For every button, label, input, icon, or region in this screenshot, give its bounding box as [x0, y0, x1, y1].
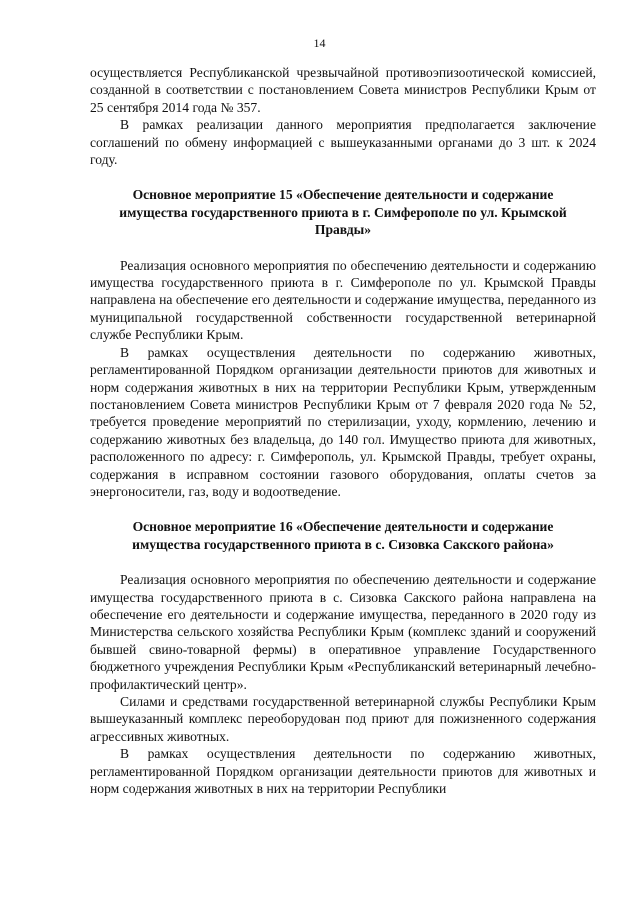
paragraph: В рамках осуществления деятельности по содержанию животных, регламентированной Порядком организации деятельности приютов для животных и норм содержания животных в них на территории Республики — [90, 746, 596, 797]
paragraph: Реализация основного мероприятия по обеспечению деятельности и содержание имущества государственного приюта в с. Сизовка Сакского района направлена на обеспечение его деятельности и содержание имущества, переданного в 2020 году из Министерства сельского хозяйства Республики Крым (комплекс зданий и сооружений бывшей свино-товарной фермы) в оперативное управление Государственного бюджетного учреждения Республики Крым «Республиканский ветеринарный лечебно-профилактический центр». — [90, 572, 596, 692]
paragraph: Реализация основного мероприятия по обеспечению деятельности и содержанию имущества государственного приюта в г. Симферополе по ул. Крымской Правды направлена на обеспечение его деятельности и содержание имущества, переданного из муниципальной государственной собственности государственной ветеринарной службе Республики Крым. — [90, 257, 596, 343]
paragraph: В рамках реализации данного мероприятия предполагается заключение соглашений по обмену информацией с вышеуказанными органами до 3 шт. к 2024 году. — [90, 117, 596, 168]
page-number: 14 — [313, 36, 326, 50]
section-heading-15: Основное мероприятие 15 «Обеспечение деятельности и содержание имущества государственного приюта в г. Симферополе по ул. Крымской Правды» — [119, 187, 567, 238]
paragraph: осуществляется Республиканской чрезвычайной противоэпизоотической комиссией, созданной в соответствии с постановлением Совета министров Республики Крым от 25 сентября 2014 года № 357. — [90, 65, 596, 115]
section-heading-16: Основное мероприятие 16 «Обеспечение деятельности и содержание имущества государственного приюта в с. Сизовка Сакского района» — [132, 519, 554, 552]
paragraph: Силами и средствами государственной ветеринарной службы Республики Крым вышеуказанный комплекс переоборудован под приют для пожизненного содержания агрессивных животных. — [90, 694, 596, 744]
document-body — [90, 64, 596, 797]
paragraph: В рамках осуществления деятельности по содержанию животных, регламентированной Порядком организации деятельности приютов для животных и норм содержания животных в них на территории Республики Крым, утвержденным постановлением Совета министров Республики Крым от 7 февраля 2020 года № 52, требуется проведение мероприятий по стерилизации, уходу, кормлению, лечению и содержанию животных без владельца, до 140 гол. Имущество приюта для животных, расположенного по адресу: г. Симферополь, ул. Крымской Правды, требует охраны, содержания в исправном состоянии газового оборудования, оплаты счетов за энергоносители, газ, воду и водоотведение. — [90, 344, 596, 499]
